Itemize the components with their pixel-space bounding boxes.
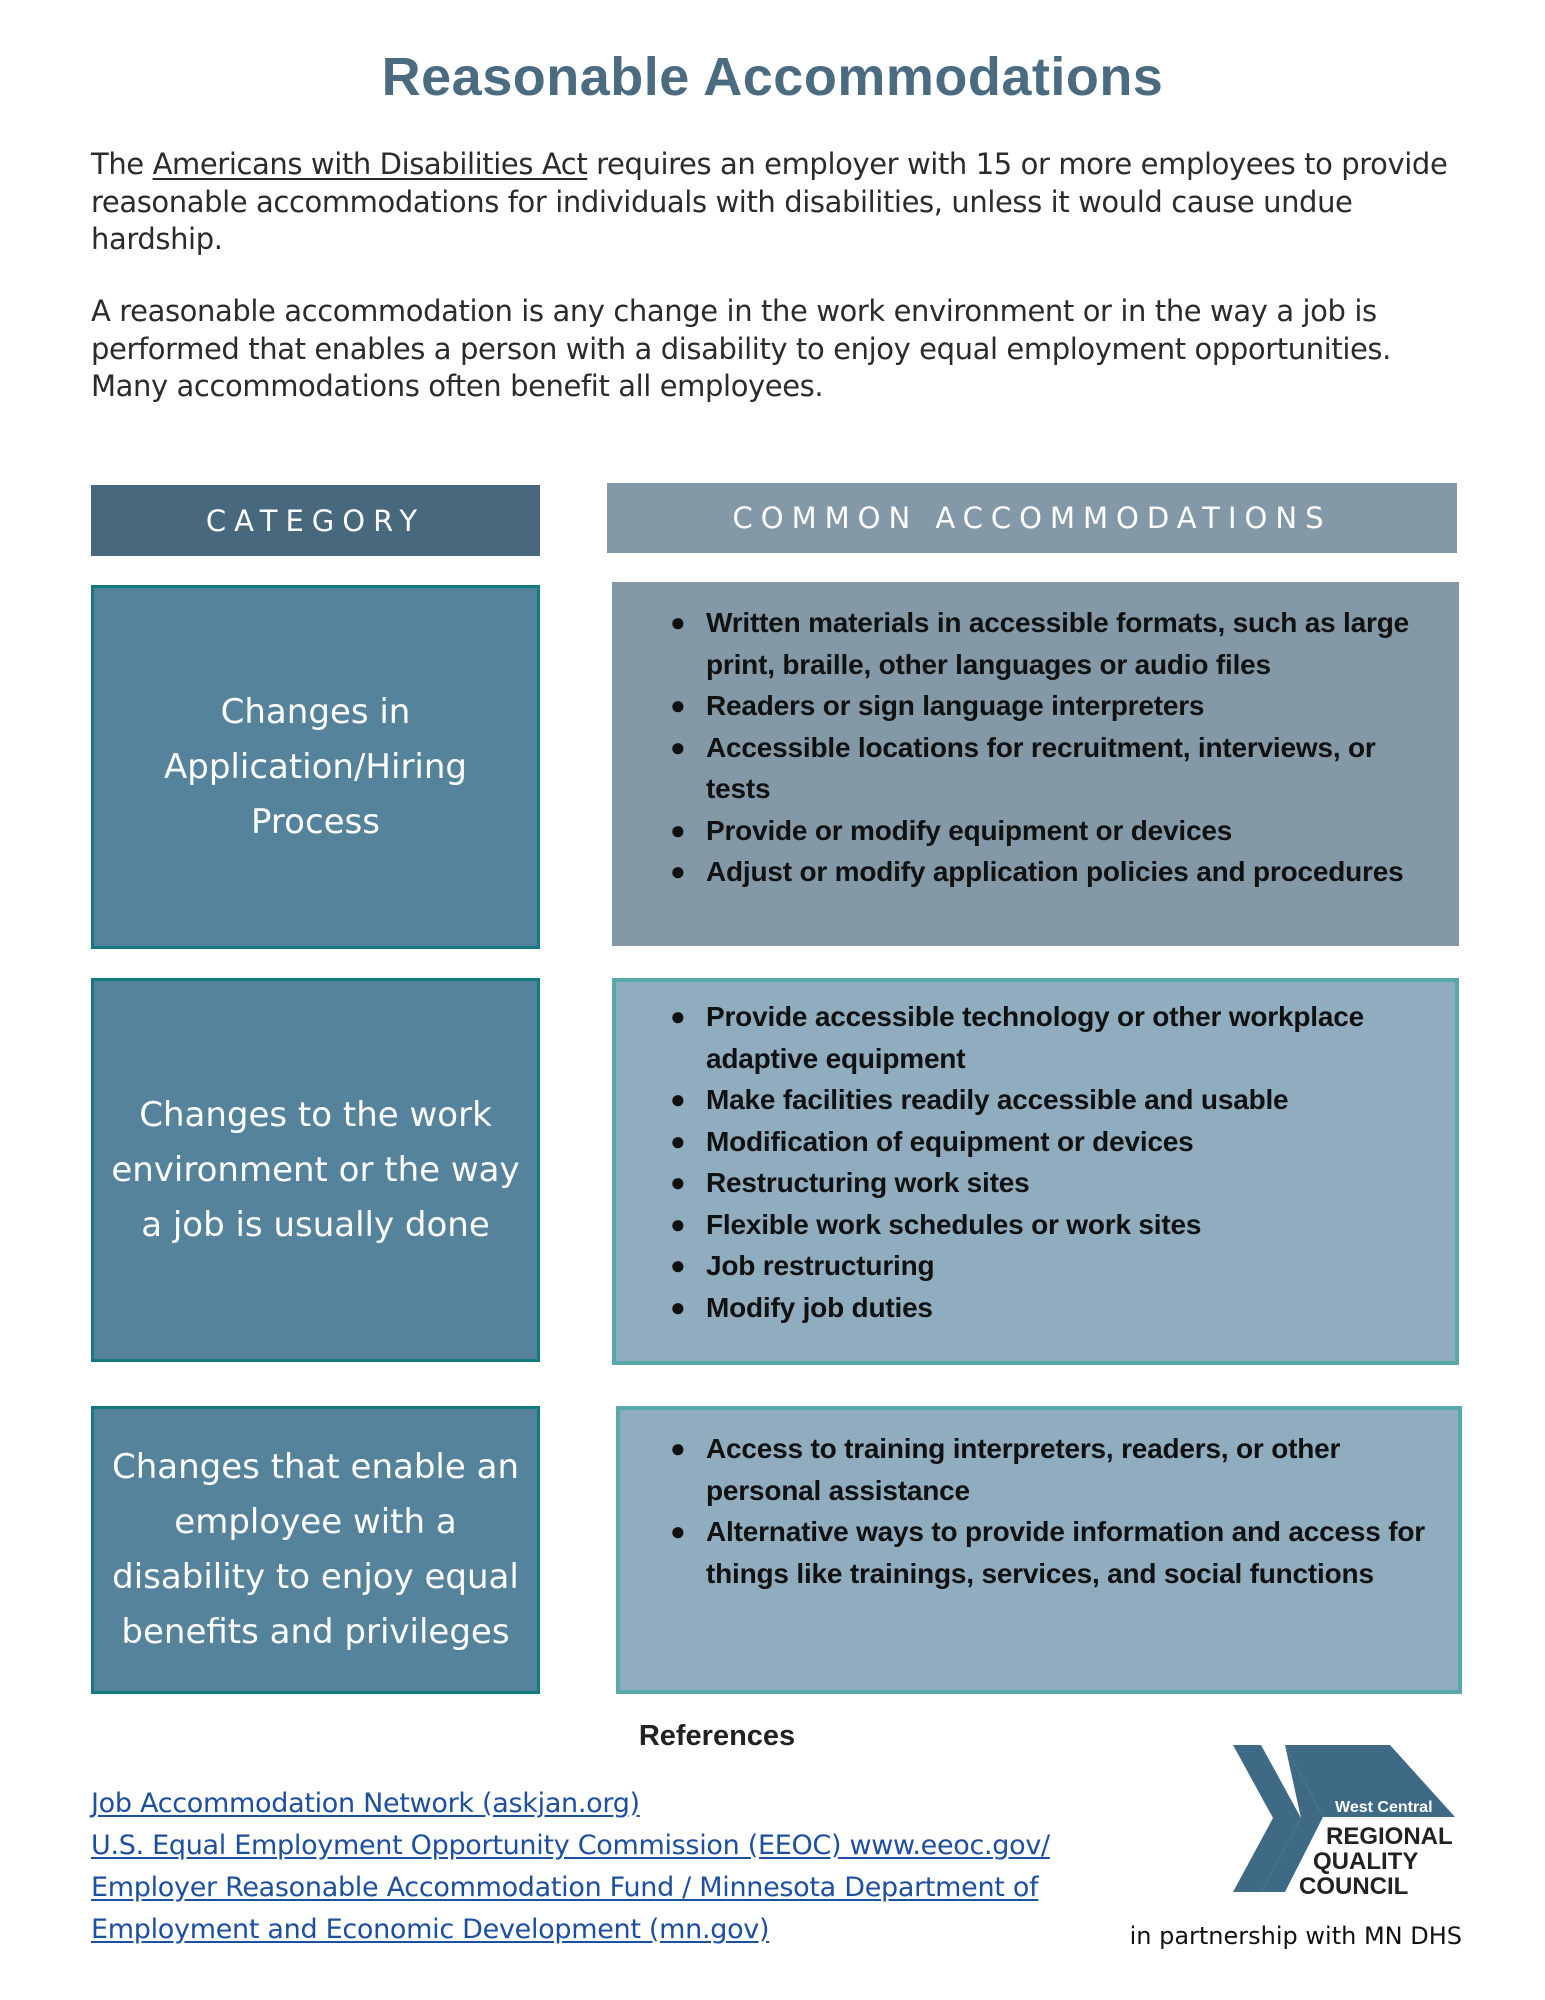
list-item-text: Accessible locations for recruitment, interviews, or tests [706, 731, 1376, 804]
list-item [670, 685, 1429, 727]
list-item [670, 851, 1429, 893]
list-item [670, 810, 1429, 852]
accommodations-cell-application-hiring [612, 582, 1459, 946]
accommodations-list [670, 1428, 1428, 1594]
category-cell-work-environment [91, 978, 540, 1362]
bullet-icon: ● [670, 1250, 686, 1280]
bullet-icon: ● [670, 856, 686, 886]
list-item [670, 1287, 1425, 1329]
list-item-text: Modification of equipment or devices [706, 1125, 1194, 1157]
logo-text-quality: QUALITY [1313, 1848, 1419, 1875]
list-item [670, 1245, 1425, 1287]
list-item-text: Job restructuring [706, 1250, 935, 1281]
intro-prefix: The [91, 147, 153, 181]
category-column-header [91, 485, 540, 556]
list-item [670, 1121, 1425, 1163]
common-accommodations-column-header [607, 483, 1457, 553]
bullet-icon: ● [670, 1516, 686, 1546]
list-item [670, 727, 1429, 810]
logo-text-regional: REGIONAL [1326, 1823, 1453, 1850]
logo-text-west-central: West Central [1335, 1799, 1433, 1816]
accommodations-cell-equal-benefits [616, 1406, 1462, 1694]
bullet-icon: ● [670, 1084, 686, 1114]
list-item-text: Readers or sign language interpreters [706, 690, 1205, 721]
accommodations-list [670, 602, 1429, 893]
bullet-icon: ● [670, 1433, 686, 1463]
category-cell-equal-benefits [91, 1406, 540, 1694]
list-item-text: Adjust or modify application policies and procedures [706, 856, 1404, 887]
intro-suffix: requires an employer with 15 or more employees to provide reasonable accommodations for individuals with disabilities, unless it would cause undue hardship. [91, 147, 1448, 256]
list-item [670, 996, 1425, 1079]
list-item-text: Access to training interpreters, readers, or other personal assistance [706, 1433, 1341, 1506]
list-item-text: Provide or modify equipment or devices [706, 814, 1233, 846]
reference-link-mn-deed[interactable]: Employment and Economic Development (mn.gov) [91, 1914, 770, 1945]
page-title: Reasonable Accommodations [381, 47, 1164, 107]
reference-link-askjan[interactable]: Job Accommodation Network (askjan.org) [91, 1788, 640, 1819]
intro-paragraph-definition: A reasonable accommodation is any change in the work environment or in the way a job is performed that enables a person with a disability to enjoy equal employment opportunities. Many accommodations often benefit all employees. [91, 294, 1391, 403]
category-cell-application-hiring [91, 585, 540, 949]
bullet-icon: ● [670, 607, 686, 637]
list-item [670, 1162, 1425, 1204]
ada-link[interactable]: Americans with Disabilities Act [152, 147, 588, 181]
category-label: Changes to the work environment or the way a job is usually done [111, 1094, 520, 1245]
bullet-icon: ● [670, 690, 686, 720]
list-item [670, 1511, 1428, 1594]
accommodations-cell-work-environment [612, 978, 1459, 1365]
bullet-icon: ● [670, 731, 686, 762]
partnership-note: in partnership with MN DHS [1129, 1922, 1462, 1950]
bullet-icon: ● [670, 1125, 686, 1156]
bullet-icon: ● [670, 1001, 686, 1031]
bullet-icon: ● [670, 1208, 686, 1239]
list-item [670, 1079, 1425, 1121]
category-label: Changes in Application/Hiring Process [164, 691, 467, 842]
reference-link-mn-fund[interactable]: Employer Reasonable Accommodation Fund / Minnesota Department of [91, 1872, 1039, 1903]
list-item-text: Restructuring work sites [706, 1167, 1030, 1198]
bullet-icon: ● [670, 1291, 686, 1322]
intro-paragraph-ada [91, 146, 1471, 259]
list-item-text: Make facilities readily accessible and usable [706, 1084, 1289, 1115]
list-item-text: Provide accessible technology or other workplace adaptive equipment [706, 1001, 1364, 1074]
category-header-label: CATEGORY [205, 503, 426, 538]
references-heading: References [638, 1720, 796, 1752]
list-item [670, 602, 1429, 685]
logo-text-council: COUNCIL [1299, 1873, 1409, 1900]
west-central-rqc-logo [1225, 1740, 1465, 1900]
bullet-icon: ● [670, 814, 686, 845]
reference-link-eeoc[interactable]: U.S. Equal Employment Opportunity Commission (EEOC) www.eeoc.gov/ [91, 1830, 1050, 1861]
list-item [670, 1428, 1428, 1511]
list-item [670, 1204, 1425, 1246]
list-item-text: Modify job duties [706, 1291, 933, 1323]
bullet-icon: ● [670, 1167, 686, 1197]
category-label: Changes that enable an employee with a disability to enjoy equal benefits and privileges [112, 1447, 519, 1652]
list-item-text: Alternative ways to provide information and access for things like trainings, services, and social functions [706, 1516, 1425, 1589]
common-header-label: COMMON ACCOMMODATIONS [732, 501, 1332, 535]
accommodations-list [670, 996, 1425, 1328]
list-item-text: Written materials in accessible formats, such as large print, braille, other languages or audio files [706, 607, 1409, 680]
list-item-text: Flexible work schedules or work sites [706, 1208, 1202, 1240]
